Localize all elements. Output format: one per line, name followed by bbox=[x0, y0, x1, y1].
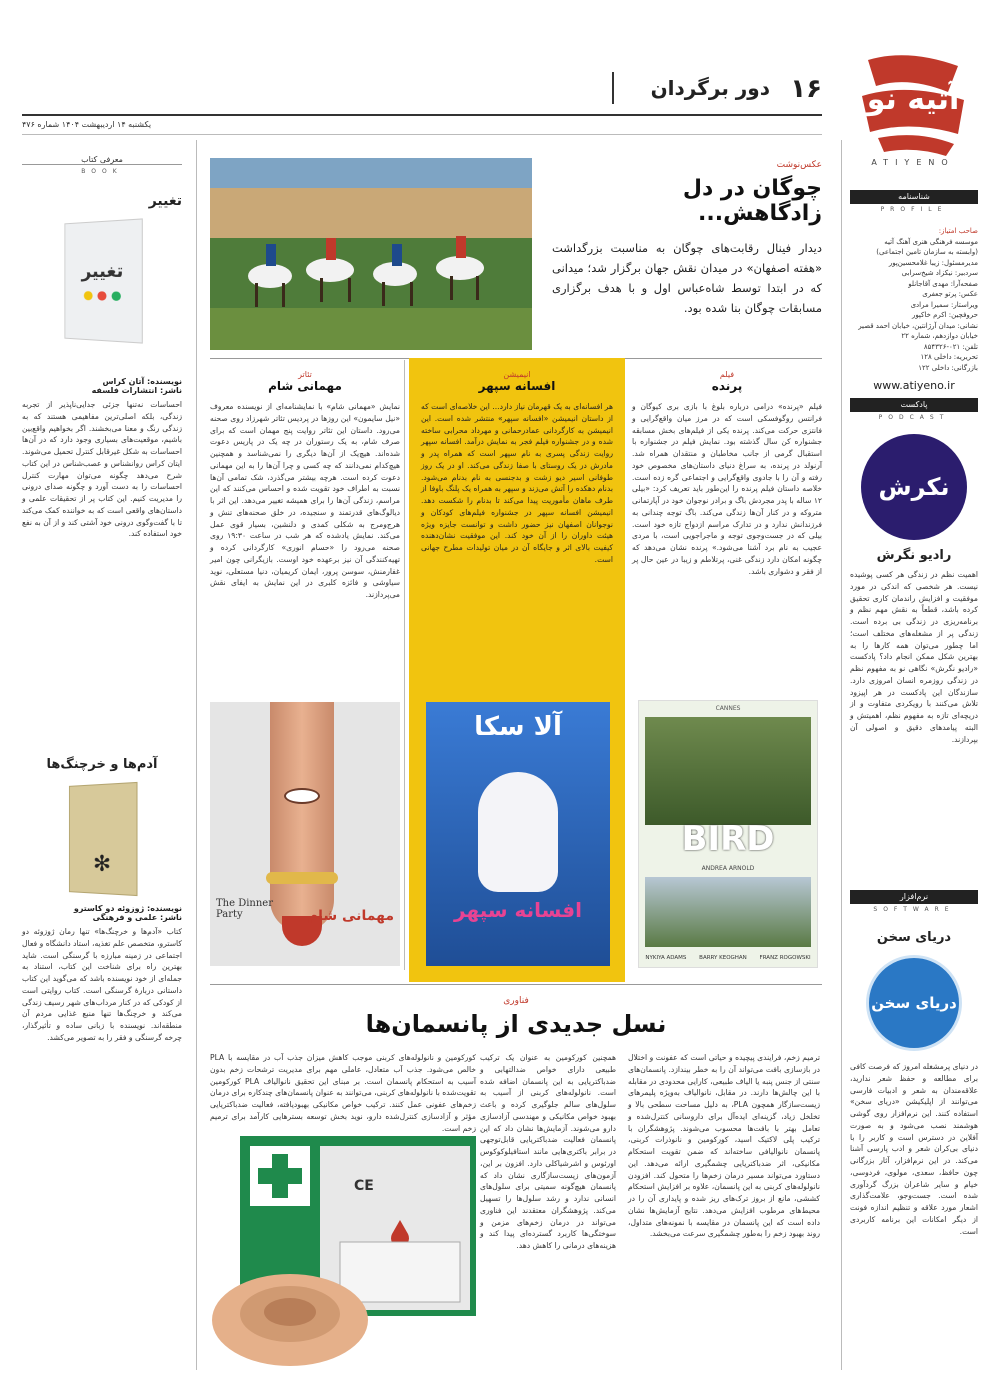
software-logo-text: دریای سخن bbox=[871, 994, 957, 1012]
book-sub: BOOK bbox=[81, 168, 123, 175]
book1-cover-text: تغییر bbox=[81, 260, 124, 282]
profile-line: تلفن: ۰۲۱-۸۵۴۳۲۶ bbox=[923, 342, 978, 351]
software-body: در دنیای پرمشغله امروز که فرصت کافی برای مطالعه و حفظ شعر ندارید، علاقه‌مندان به شعر و ادبیات فارسی می‌توانند از اپلیکیشن «دریای سخن» استفاده کنند. این نرم‌افزار روی گوشی هوشمند نصب می‌شود و به صورت آفلاین در دسترس است و کاربر را با دنیای بی‌کران شعر و ادب پارسی آشنا می‌کند. در این نرم‌افزار، آثار بزرگانی چون حافظ، سعدی، مولوی، فردوسی، خیام و سایر شاعران بزرگ گردآوری شده است. جست‌وجو، علامت‌گذاری اشعار مورد علاقه و تنظیم اندازه فونت از دیگر امکانات این برنامه کاربردی است. bbox=[850, 1062, 978, 1236]
bird-poster bbox=[638, 700, 818, 968]
tech-rule bbox=[210, 984, 822, 985]
card-divider bbox=[404, 360, 405, 970]
bird-cast: BARRY KEOGHAN bbox=[699, 955, 747, 961]
bird-photo-bottom bbox=[645, 877, 811, 947]
book2-meta: نویسنده: ژوزوئه دو کاسترو bbox=[73, 904, 182, 913]
film-card-title: پرنده bbox=[711, 379, 743, 393]
podcast-logo bbox=[861, 434, 967, 540]
profile-line: حروفچین: اکرم خاکپور bbox=[911, 311, 978, 319]
dinner-ring bbox=[266, 872, 338, 884]
dateline-rule bbox=[22, 134, 822, 135]
profile-section bbox=[850, 190, 978, 392]
page-section-title: دور برگردان bbox=[650, 76, 770, 100]
dinner-poster bbox=[210, 702, 400, 966]
sepehr-top-text: آلا سکا bbox=[474, 712, 562, 742]
bird-director: ANDREA ARNOLD bbox=[701, 865, 755, 872]
polo-photo-graphic bbox=[210, 158, 532, 350]
tech-kicker: فناوری bbox=[503, 996, 529, 1006]
bandage-graphic bbox=[210, 1130, 476, 1375]
book2-cover bbox=[69, 782, 138, 896]
tech-column-2: همچنین کورکومین به عنوان یک ترکیب طبیعی دارای خواص ضدالتهابی و ضدباکتریایی به این پانسمان اضافه شده است. نانولوله‌های کربنی از آسیب به سلول‌های سالم جلوگیری کرده و باعث بهبود خواص مکانیکی و مهندسی آزادسازی دارو می‌شوند. آزمایش‌ها نشان داد که این پانسمان فعالیت ضدباکتریایی قابل‌توجهی در برابر باکتری‌هایی مانند استافیلوکوکوس اورئوس و اشرشیاکلی دارد. افزون بر این، آزمون‌های زیست‌سازگاری نشان داد که پانسمان هیچ‌گونه سمیتی برای سلول‌های انسانی ندارد و رشد سلول‌ها را تسهیل می‌کند. پژوهشگران معتقدند این فناوری می‌تواند در درمان زخم‌های مزمن و سوختگی‌ها کاربرد گسترده‌ای پیدا کند و هزینه‌های درمانی را کاهش دهد. bbox=[480, 1053, 616, 1251]
profile-line: خیابان دوازدهم، شماره ۲۲ bbox=[901, 332, 978, 340]
book1-cover bbox=[64, 218, 142, 343]
sepehr-poster bbox=[426, 702, 610, 966]
photo-story-headline-1: چوگان در دل bbox=[682, 176, 822, 201]
film-card bbox=[632, 370, 822, 701]
podcast-sub: PODCAST bbox=[878, 414, 950, 421]
book2-body: کتاب «آدم‌ها و خرچنگ‌ها» تنها رمان ژوزوئه دو کاسترو، متخصص علم تغذیه، استاد دانشگاه و فعال اجتماعی در زمینه مبارزه با گرسنگی است. شاید بهترین راه برای شناخت این کتاب، استناد به جمله‌ای از خود نویسنده باشد که می‌گوید این کتاب داستانی دربارهٔ گرسنگی است. کتاب روایتی است از کودکی که در کنار مرداب‌های شهر رسیف زندگی می‌کند و خرچنگ‌ها تنها منبع غذایی مردم آن منطقه‌اند. نویسنده با زبانی ساده و تأثیرگذار، چرخه گرسنگی و فقر را به تصویر می‌کشد. bbox=[22, 927, 182, 1042]
film-card-category: فیلم bbox=[719, 370, 735, 379]
profile-label: شناسنامه bbox=[850, 190, 978, 204]
masthead-logo bbox=[848, 52, 978, 170]
dinner-en-title: The Dinner Party bbox=[216, 898, 274, 920]
logo-text: آتیه نو bbox=[866, 82, 960, 117]
profile-line: موسسه فرهنگی هنری آهنگ آتیه bbox=[884, 237, 978, 246]
sepehr-character bbox=[478, 772, 558, 892]
logo-latin: ATIYENO bbox=[871, 158, 955, 167]
dinner-fa-title: مهمانی شام bbox=[307, 908, 394, 924]
book2-meta: ناشر: علمی و فرهنگی bbox=[92, 913, 182, 922]
profile-line: صاحب امتیاز: bbox=[938, 227, 978, 235]
book1-body: احساسات نه‌تنها جزئی جدایی‌ناپذیر از تجربه زندگی، بلکه اصلی‌ترین مفاهیمی هستند که به زندگی رنگ و معنا می‌بخشند. اگر بخواهیم واقع‌بین باشیم، موقعیت‌های بسیاری وجود دارد که در آن‌ها احساسات به شکل غیرقابل کنترل تحمیل می‌شوند. ایتان کراس روانشناس و عصب‌شناس در این کتاب شرح می‌دهد چگونه می‌توان مهارت کنترل احساسات را به دست آورد و چگونه صدای درونی را مدیریت کنیم. این کتاب پر از تحقیقات علمی و داستان‌های واقعی است که به خواننده کمک می‌کند تا با گفت‌وگوی درونی خود آشتی کند و از آن به نفع خود استفاده کند. bbox=[22, 400, 182, 539]
podcast-title: رادیو نگرش bbox=[876, 548, 952, 563]
podcast-body: اهمیت نظم در زندگی هر کسی پوشیده نیست. هر شخصی که اندکی در مورد موفقیت و افزایش راندمان کاری تحقیق کرده باشد، قطعاً به نقش مهم نظم و برنامه‌ریزی در زندگی بی برده است. زندگی پر از مشغله‌های مختلف است؛ اما چطور می‌توان همه کارها را به بهترین شکل ممکن انجام داد؟ پادکست «رادیو نگرش» نگاهی نو به مفهوم نظم در زندگی روزمره انسان امروزی دارد. سازندگان این پادکست در هر اپیزود تلاش می‌کنند با رویکردی متفاوت و از دریچه‌ای تازه به مفهوم نظم، اهمیتش و البته پیامدهای دقیق و اصولی آن بپردازند. bbox=[850, 570, 978, 744]
page-number: ۱۶ bbox=[790, 74, 822, 104]
photo-story-kicker: عکس‌نوشت bbox=[776, 160, 822, 170]
podcast-label: پادکست bbox=[850, 398, 978, 412]
book-divider bbox=[196, 140, 197, 1370]
dinner-finger bbox=[270, 702, 334, 932]
book1-title: تغییر bbox=[148, 193, 182, 209]
tech-column-1: ترمیم زخم، فرایندی پیچیده و حیاتی است که عفونت و اختلال در بازسازی بافت می‌تواند آن را به خطر بیندازد. پانسمان‌های سنتی از جنس پنبه یا الیاف طبیعی، کارایی محدودی در مقابله با این چالش‌ها دارند. در مقابل، نانوالیاف به‌ویژه پلیمرهای زیست‌سازگار همچون PLA، به دلیل مساحت سطحی بالا و تخلخل زیاد، گزینه‌ای ایده‌آل برای داروسانی کنترل‌شده و تعامل بهتر با بافت‌ها محسوب می‌شوند. پژوهشگران با ترکیب پلی لاکتیک اسید، کورکومین و نانوذرات کربنی، پانسمان نانوالیافی ساخته‌اند که ضمن تقویت استحکام مکانیکی، اثر ضدباکتریایی چشمگیری ارائه می‌دهد. این دستاورد می‌تواند مسیر درمان زخم‌ها را متحول کند. افزودن نانولوله‌های کربنی به این پانسمان، علاوه بر افزایش استحکام کششی، مانع از بروز ترک‌های ریز شده و پایداری آن را در محیط‌های مرطوب افزایش می‌دهد. نتایج آزمایش‌ها نشان داده است که این پانسمان در مقایسه با نمونه‌های متداول، روند بهبود زخم را به‌طور چشمگیری سرعت می‌بخشد. bbox=[628, 1053, 820, 1239]
software-sub: SOFTWARE bbox=[873, 906, 955, 913]
tech-headline: نسل جدیدی از پانسمان‌ها bbox=[365, 1010, 667, 1038]
page-divider bbox=[612, 72, 614, 104]
bird-cast: NYKIYA ADAMS bbox=[645, 955, 687, 961]
book-label: معرفی کتاب bbox=[22, 155, 182, 165]
film-card-body: فیلم «پرنده» درامی درباره بلوغ با بازی بری کیوگان و فرانتس روگوفسکی است که در مرز میان واقع‌گرایی و فانتزی حرکت می‌کند. پرنده یکی از فیلم‌های بخش مسابقه جشنواره کن سال گذشته بود. نمایش فیلم در جشنواره با استقبال گرمی از جانب مخاطبان و منتقدان همراه شد. آرنولد در پرنده، به سراغ دنیای داستان‌های مخصوص خود رفته و آن را با جادوی واقع‌گرایی و اجتماعی گره زده است. خلاصه داستان فیلم پرنده را این‌طور باید تعریف کرد: «بیلی ۱۲ ساله با پدر مجردش باگ و برادر نوجوان خود در آپارتمانی متروکه و در کنار آن‌ها زندگی می‌کند. باگ توجه چندانی به فرزندانش ندارد و در تدارک مراسم ازدواج تازه خود است. بیلی که در جست‌وجوی توجه و ماجراجویی است، با مردی عجیب به نام برد آشنا می‌شود.» پرنده نشان می‌دهد که چگونه امکان دارد زندگی غنی، پرتلاطم و زیبا در عین حال پر از فقر و دشواری باشد. bbox=[632, 402, 822, 576]
software-title: دریای سخن bbox=[876, 930, 952, 945]
theater-card-category: تئاتر bbox=[298, 370, 312, 379]
profile-line: ویراستار: سمیرا مرادی bbox=[910, 300, 978, 309]
profile-line: مدیرمسئول: زیبا غلامحسین‌پور bbox=[888, 258, 978, 267]
website-link[interactable]: www.atiyeno.ir bbox=[873, 379, 955, 392]
bird-cast: FRANZ ROGOWSKI bbox=[759, 955, 811, 961]
bird-festival: CANNES bbox=[715, 705, 741, 712]
book2-title: آدم‌ها و خرچنگ‌ها bbox=[46, 757, 158, 772]
photo-story-text bbox=[552, 160, 822, 319]
book1-meta: نویسنده: آتان کراس bbox=[102, 377, 182, 386]
photo-story-lead: دیدار فینال رقابت‌های چوگان به مناسبت بزرگداشت «هفته اصفهان» در میدان نقش جهان برگزار شد؛ میدانی که در ابتدا توسط شاه‌عباس اول و با هدف برگزاری مسابقات چوگان بنا شده بود. bbox=[552, 241, 822, 316]
podcast-logo-text: نکرش bbox=[878, 473, 950, 501]
software-label: نرم‌افزار bbox=[850, 890, 978, 904]
theater-card-body: نمایش «مهمانی شام» با نمایشنامه‌ای از نویسنده معروف «نیل سایمون» این روزها در پردیس تئاتر شهرزاد روی صحنه می‌رود. داستان این تئاتر روایت پنج مهمان است که برای صرف شام، به یک رستوران در چه یک در پاریس دعوت شده‌اند. هیچ‌یک از آن‌ها دیگری را نمی‌شناسد و همچنین هیچ‌کدام نمی‌دانند که چه کسی و چرا آن‌ها را به این مهمانی دعوت کرده است. هرچه بیشتر می‌گذرد، شک تمامی آن‌ها نسبت به اطراف خود تقویت شده و احساس می‌کنند که این مراسم، زندگی آن‌ها را برای همیشه تغییر می‌دهد. این اثر با دیالوگ‌های قدرتمند و سنجیده، در خلق صحنه‌های تنش و هرج‌ومرج به شکلی کمدی و دلنشین، بسیار قوی عمل می‌کند. نمایش یادشده که هر شب در ساعت ۱۹:۳۰ روی صحنه می‌رود را «حسام انوری» کارگردانی کرده و تهیه‌کنندگی آن نیز برعهده خود اوست. بازیگرانی چون امیر غفارمنش، سوسن پرور، ایمان کریمیان، دنیا مستعلی، نوید سیاوشی و فائزه کلبری در این نمایش به ایفای نقش می‌پردازند. bbox=[210, 402, 400, 600]
sepehr-title: افسانه سپهر bbox=[454, 898, 582, 922]
crab-icon: ✻ bbox=[93, 851, 112, 878]
animation-card-title: افسانه سپهر bbox=[478, 379, 556, 393]
theater-card-title: مهمانی شام bbox=[268, 379, 342, 393]
animation-card bbox=[421, 370, 613, 701]
podcast-section bbox=[850, 398, 978, 887]
profile-line: تحریریه: داخلی ۱۲۸ bbox=[920, 353, 978, 361]
bandage-image bbox=[210, 1130, 476, 1375]
book1-meta: ناشر: انتشارات فلسفه bbox=[91, 386, 182, 395]
bird-title: BIRD bbox=[681, 819, 775, 859]
dinner-eye-icon bbox=[284, 788, 320, 804]
photo-story-headline-2: زادگاهش... bbox=[698, 201, 822, 226]
bandage-ce-mark: CE bbox=[354, 1178, 374, 1194]
profile-line: (وابسته به سازمان تامین اجتماعی) bbox=[876, 248, 978, 256]
dateline: یکشنبه ۱۴ اردیبهشت ۱۴۰۴ شماره ۴۷۶ bbox=[22, 120, 152, 129]
sidebar-divider bbox=[841, 140, 842, 1370]
book-section bbox=[22, 155, 182, 1312]
polo-photo bbox=[210, 158, 532, 350]
theater-card bbox=[210, 370, 400, 701]
profile-sub: PROFILE bbox=[880, 206, 948, 213]
software-section bbox=[850, 890, 978, 1361]
book1-cover-dots: ● ● ● bbox=[83, 287, 122, 302]
animation-card-body: هر افسانه‌ای به یک قهرمان نیاز دارد... این خلاصه‌ای است که از داستان انیمیشن «افسانه سپهر» منتشر شده است. این انیمیشن به کارگردانی عمادرحمانی و مهرداد محرابی ساخته شده و در جشنواره فیلم فجر به نمایش درآمد. افسانه سپهر روایت زندگی پسری به نام سپهر است که همراه پدر و مادرش در یک روستای با صفا زندگی می‌کند. او در یک روز طوفانی اسیر دیو زشت و بدجنسی به نام بدنام می‌شود. بدنام دهکده را آتش می‌زند و سپهر به همراه یک پلنگ باوفا از طرف ماهان مأموریت پیدا می‌کند تا بدنام را شکست دهد. انیمیشن افسانه سپهر در جشنواره فیلم‌های کودکان و نوجوانان اصفهان نیز حضور داشت و توانست جایزه ویژه هیئت داوران را از آن خود کند. این موفقیت نشان‌دهنده کیفیت بالای اثر و جایگاه آن در میان تولیدات مطرح جهانی است. bbox=[421, 402, 613, 564]
tech-column-3: کورکومین و نانولوله‌های کربنی موجب کاهش میزان جذب آب در مقایسه با PLA خالص می‌شود. جذب آب متعادل، عاملی مهم برای مدیریت ترشحات زخم بدون آسیب به استحکام پانسمان است. بر مبنای این تحقیق نانوالیاف PLA کورکومین تقویت‌شده با نانولوله‌های کربنی، می‌توانند به عنوان پانسمان‌های چندکاره برای درمان زخم‌های عفونی عمل کنند. ترکیب خواص مکانیکی بهبودیافته، فعالیت ضدباکتریایی مؤثر و آزادسازی کنترل‌شده دارو، نوید بخش توسعه بسترهایی کارآمد برای ترمیم زخم است. bbox=[210, 1053, 477, 1133]
masthead-rule bbox=[22, 114, 822, 116]
profile-line: نشانی: میدان آرژانتین، خیابان احمد قصیر bbox=[858, 321, 978, 330]
animation-card-category: انیمیشن bbox=[503, 370, 531, 379]
profile-line: عکس: پرتو جعفری bbox=[922, 290, 978, 298]
software-logo bbox=[866, 955, 962, 1051]
profile-line: سردبیر: نیکزاد شیخ‌سرابی bbox=[901, 269, 978, 277]
profile-line: بازرگانی: داخلی ۱۲۲ bbox=[918, 363, 978, 372]
bird-photo-top bbox=[645, 717, 811, 825]
profile-line: صفحه‌آرا: مهدی آقاجانلو bbox=[908, 279, 978, 288]
